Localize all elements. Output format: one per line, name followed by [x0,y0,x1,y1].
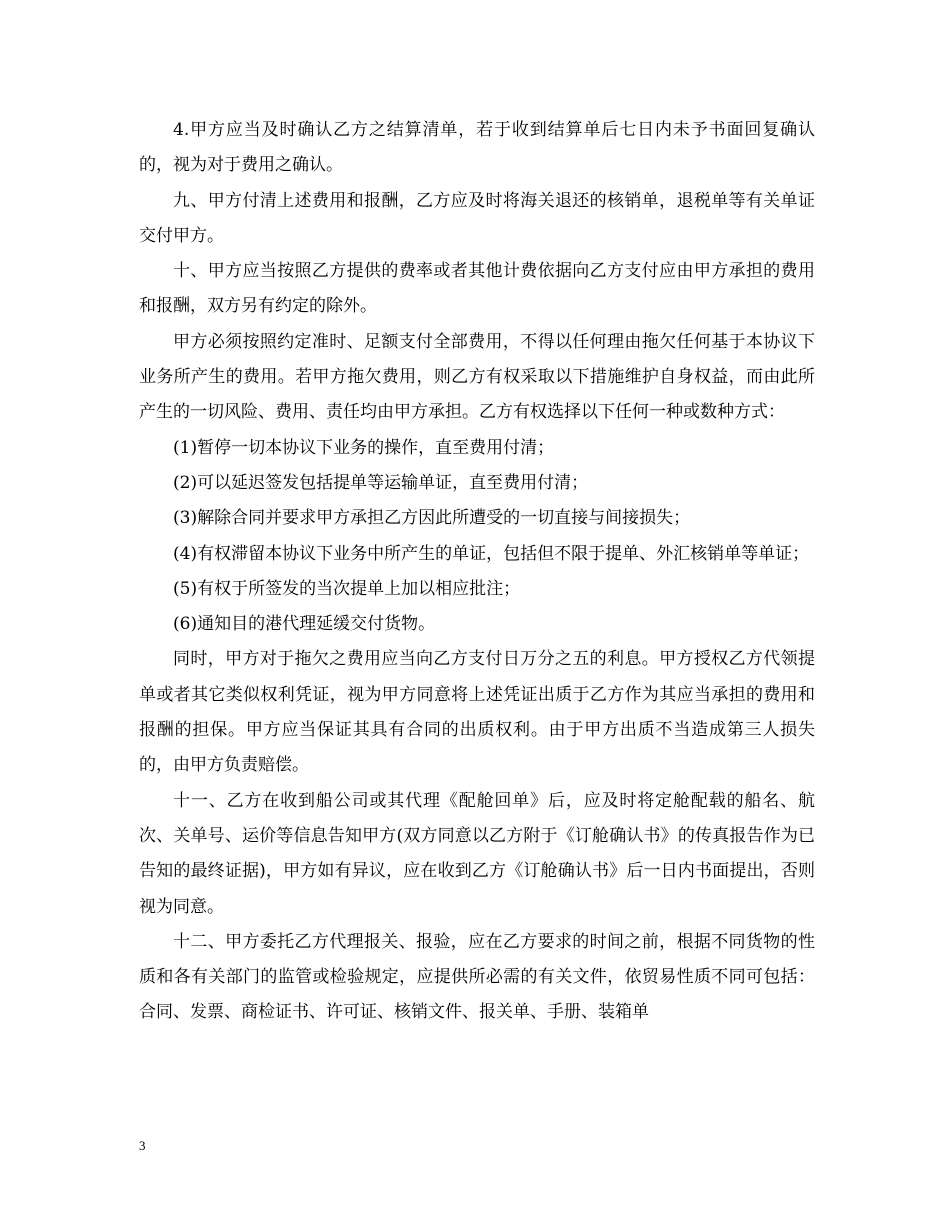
list-item-measure-3: (3)解除合同并要求甲方承担乙方因此所遭受的一切直接与间接损失； [173,508,691,529]
list-item-measure-2: (2)可以延迟签发包括提单等运输单证，直至费用付清； [173,472,589,493]
paragraph-clause-11: 十一、乙方在收到船公司或其代理《配舱回单》后，应及时将定舱配载的船名、航次、关单号、运价等信息告知甲方(双方同意以乙方附于《订舱确认书》的传真报告作为已告知的最终证据)，甲方如有异议，应在收到乙方《订舱确认书》后一日内书面提出，否则视为同意。 [139,790,815,917]
paragraph-payment-terms: 甲方必须按照约定准时、足额支付全部费用，不得以任何理由拖欠任何基于本协议下业务所产生的费用。若甲方拖欠费用，则乙方有权采取以下措施维护自身权益，而由此所产生的一切风险、费用、责任均由甲方承担。乙方有权选择以下任何一种或数种方式： [139,331,815,423]
paragraph-clause-9: 九、甲方付清上述费用和报酬，乙方应及时将海关退还的核销单，退税单等有关单证交付甲方。 [139,190,815,246]
paragraph-interest-pledge: 同时，甲方对于拖欠之费用应当向乙方支付日万分之五的利息。甲方授权乙方代领提单或者其它类似权利凭证，视为甲方同意将上述凭证出质于乙方作为其应当承担的费用和报酬的担保。甲方应当保证其具有合同的出质权利。由于甲方出质不当造成第三人损失的，由甲方负责赔偿。 [139,649,815,776]
list-item-measure-1: (1)暂停一切本协议下业务的操作，直至费用付清； [173,437,555,458]
paragraph-clause-10: 十、甲方应当按照乙方提供的费率或者其他计费依据向乙方支付应由甲方承担的费用和报酬，双方另有约定的除外。 [139,261,815,317]
paragraph-clause-12: 十二、甲方委托乙方代理报关、报验，应在乙方要求的时间之前，根据不同货物的性质和各有关部门的监管或检验规定，应提供所必需的有关文件，依贸易性质不同可包括：合同、发票、商检证书、许可证、核销文件、报关单、手册、装箱单 [139,931,815,1023]
page-number: 3 [139,1138,146,1153]
document-body [139,113,815,1031]
paragraph-clause-4: 4.甲方应当及时确认乙方之结算清单，若于收到结算单后七日内未予书面回复确认的，视为对于费用之确认。 [139,120,815,176]
list-item-measure-6: (6)通知目的港代理延缓交付货物。 [173,614,436,635]
list-item-measure-4: (4)有权滞留本协议下业务中所产生的单证，包括但不限于提单、外汇核销单等单证； [173,543,810,564]
list-item-measure-5: (5)有权于所签发的当次提单上加以相应批注； [173,578,521,599]
